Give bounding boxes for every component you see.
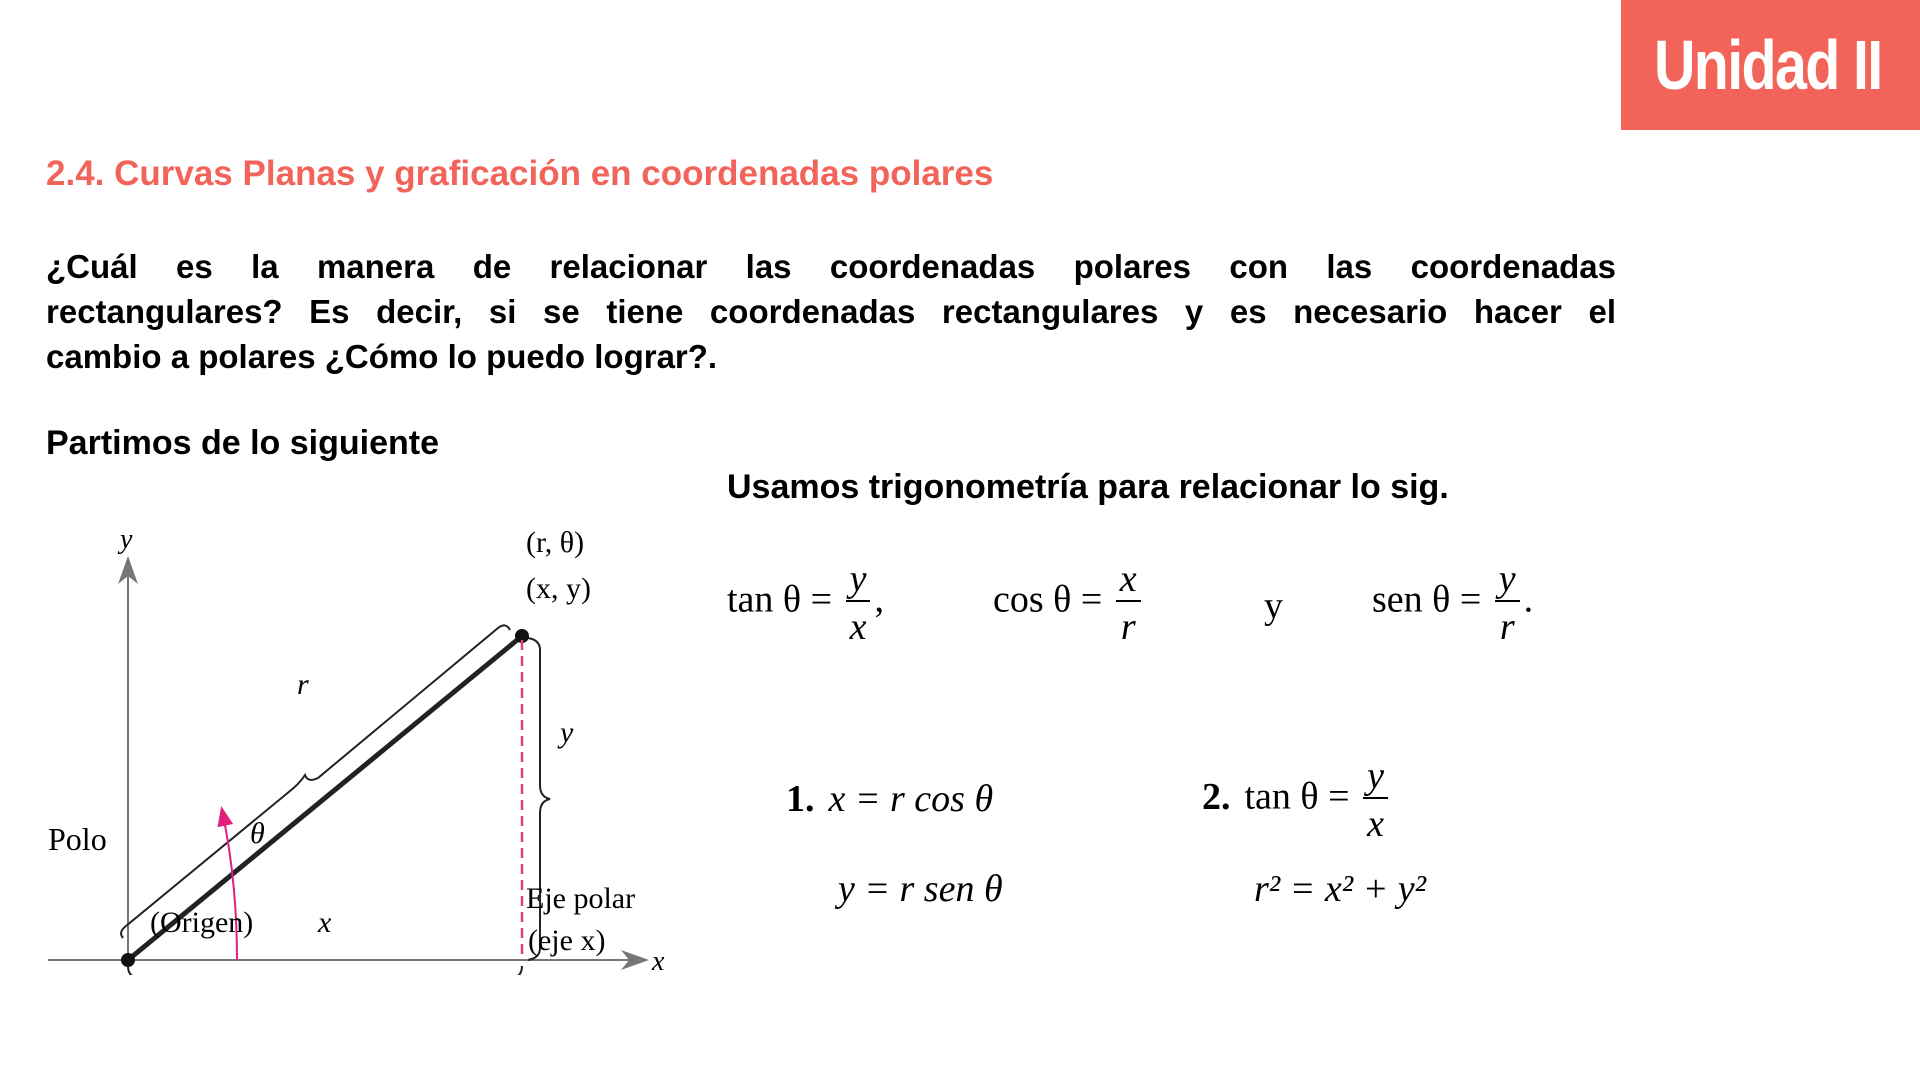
r-brace — [121, 625, 510, 938]
fraction: $\frac{y}{x}$ — [1363, 757, 1388, 843]
x-brace — [128, 966, 522, 975]
left-heading: Partimos de lo siguiente — [46, 424, 439, 462]
conjunction: y — [1264, 585, 1283, 627]
polar-point-label: (r, θ) — [526, 526, 585, 559]
fraction: $\frac{x}{r}$ — [1116, 560, 1141, 646]
question-paragraph — [46, 244, 1616, 379]
formula-2-line-2: r² = x² + y² — [1254, 868, 1426, 910]
polar-rectangular-diagram — [40, 515, 680, 975]
theta-label: θ — [250, 817, 265, 850]
formula-1-line-2: y = r sen θ — [838, 868, 1003, 910]
question-line: ¿Cuál es la manera de relacionar las coordenadas polares con las coordenadas — [46, 248, 1616, 285]
unit-label: Unidad II — [1653, 26, 1882, 104]
question-line: cambio a polares ¿Cómo lo puedo lograr?. — [46, 338, 718, 375]
pole-label: Polo — [48, 821, 107, 857]
y-axis-label: y — [120, 524, 133, 555]
unit-badge — [1621, 0, 1920, 130]
polar-axis-sub-label: (eje x) — [528, 924, 606, 957]
rect-point-label: (x, y) — [526, 572, 591, 605]
fraction: $\frac{y}{r}$ — [1495, 560, 1520, 646]
formula-2-line-1: 2. tan θ = $\frac{y}{x}$ — [1202, 757, 1392, 843]
tan-relation: tan θ = $\frac{y}{x}$ , — [727, 558, 884, 648]
right-heading: Usamos trigonometría para relacionar lo sig. — [727, 468, 1449, 506]
formula-1-line-1: 1. x = r cos θ — [786, 778, 994, 820]
section-title: 2.4. Curvas Planas y graficación en coordenadas polares — [46, 154, 994, 193]
origin-label: (Origen) — [150, 906, 254, 939]
question-line: rectangulares? Es decir, si se tiene coordenadas rectangulares y es necesario hacer el — [46, 293, 1616, 330]
sen-relation: sen θ = $\frac{y}{r}$ . — [1372, 558, 1534, 648]
y-side-label: y — [560, 716, 574, 749]
r-label: r — [297, 668, 309, 701]
x-side-label: x — [318, 906, 332, 939]
x-axis-label: x — [652, 946, 665, 975]
pole-point — [121, 953, 135, 967]
polar-axis-label: Eje polar — [526, 882, 636, 915]
cos-relation: cos θ = $\frac{x}{r}$ — [993, 560, 1145, 646]
fraction: $\frac{y}{x}$ — [846, 560, 871, 646]
